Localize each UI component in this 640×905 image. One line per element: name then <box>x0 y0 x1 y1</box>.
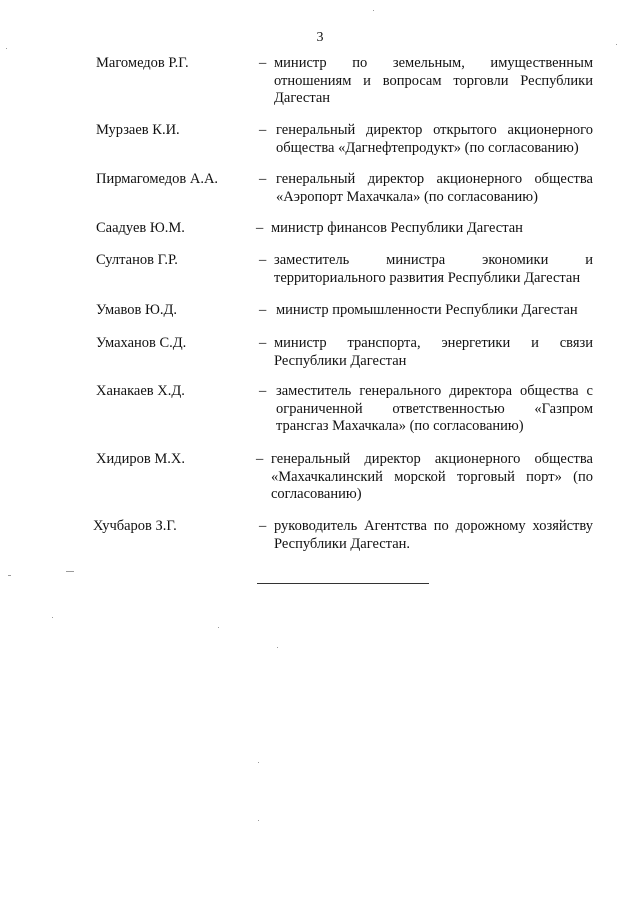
member-position: министр транспорта, энергетики и связи Республики Дагестан <box>274 335 593 369</box>
member-name: Пирмагомедов А.А. <box>96 171 219 187</box>
scan-speck <box>66 571 74 572</box>
dash-separator: – <box>259 335 267 351</box>
scan-speck <box>277 647 278 648</box>
member-position: министр промышленности Республики Дагестан <box>276 302 578 318</box>
member-name: Умавов Ю.Д. <box>96 302 178 318</box>
member-name: Магомедов Р.Г. <box>96 55 189 71</box>
scan-speck <box>52 617 53 618</box>
scan-speck <box>258 762 259 763</box>
dash-separator: – <box>256 220 264 236</box>
dash-separator: – <box>256 451 264 467</box>
scan-speck <box>373 10 374 11</box>
member-position: генеральный директор открытого акционерного общества «Дагнефтепродукт» (по согласованию) <box>276 122 593 156</box>
scan-speck <box>616 44 617 45</box>
member-name: Султанов Г.Р. <box>96 252 178 268</box>
scan-speck <box>8 575 11 576</box>
closing-rule <box>257 583 429 584</box>
dash-separator: – <box>259 122 267 138</box>
member-name: Умаханов С.Д. <box>96 335 187 351</box>
member-position: министр финансов Республики Дагестан <box>271 220 523 236</box>
member-name: Хидиров М.Х. <box>96 451 185 467</box>
member-name: Мурзаев К.И. <box>96 122 180 138</box>
dash-separator: – <box>259 302 267 318</box>
member-position: генеральный директор акционерного общества «Аэропорт Махачкала» (по согласованию) <box>276 171 593 205</box>
member-position: генеральный директор акционерного общества «Махачкалинский морской торговый порт» (по согласованию) <box>271 451 593 502</box>
scan-speck <box>218 627 219 628</box>
dash-separator: – <box>259 252 267 268</box>
dash-separator: – <box>259 383 267 399</box>
member-position: руководитель Агентства по дорожному хозяйству Республики Дагестан. <box>274 518 593 552</box>
member-position: министр по земельным, имущественным отношениям и вопросам торговли Республики Дагестан <box>274 55 593 106</box>
member-name: Ханакаев Х.Д. <box>96 383 185 399</box>
member-position: заместитель министра экономики и территориального развития Республики Дагестан <box>274 252 593 286</box>
scan-speck <box>258 820 259 821</box>
scan-speck <box>6 48 7 49</box>
member-position: заместитель генерального директора общества с ограниченной ответственностью «Газпром трансгаз Махачкала» (по согласованию) <box>276 383 593 434</box>
dash-separator: – <box>259 171 267 187</box>
member-name: Саадуев Ю.М. <box>96 220 185 236</box>
page-number: 3 <box>316 30 324 45</box>
member-name: Хучбаров З.Г. <box>93 518 177 534</box>
dash-separator: – <box>259 518 267 534</box>
dash-separator: – <box>259 55 267 71</box>
